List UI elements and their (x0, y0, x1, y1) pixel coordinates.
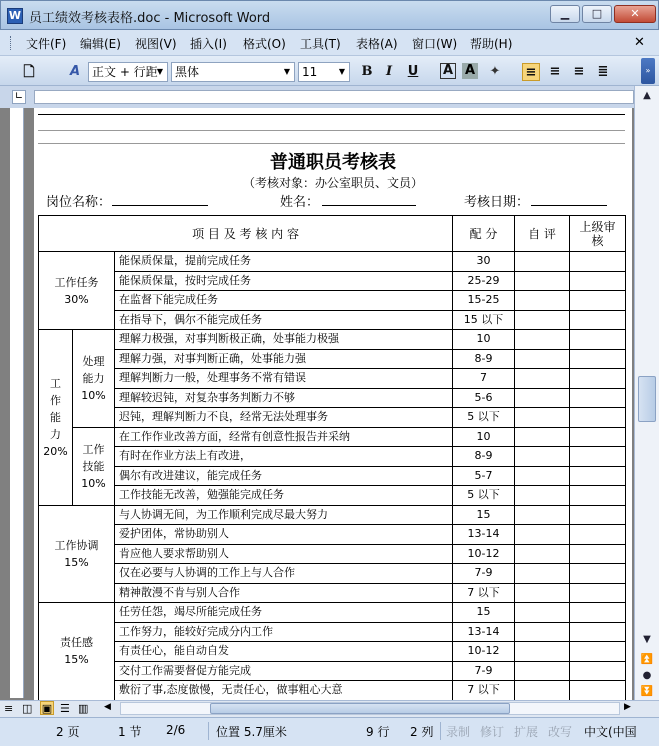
score-cell: 5-6 (453, 388, 515, 408)
status-track-changes[interactable]: 修订 (480, 725, 505, 739)
self-eval-cell[interactable] (515, 603, 570, 623)
table-row (39, 369, 626, 389)
criterion-cell: 偶尔有改进建议，能完成任务 (115, 466, 453, 486)
name-field[interactable] (322, 205, 416, 206)
table-row (39, 603, 626, 623)
table-row (39, 642, 626, 662)
font-select[interactable] (171, 62, 295, 82)
document-subtitle: （考核对象：办公室职员、文员） (242, 176, 423, 190)
score-cell: 15 (453, 603, 515, 623)
header-superior-review: 上级审核 (570, 216, 626, 252)
superior-review-cell[interactable] (570, 505, 626, 525)
table-row (39, 271, 626, 291)
table-row (39, 388, 626, 408)
score-cell: 10 (453, 330, 515, 350)
score-cell: 7 以下 (453, 583, 515, 603)
scroll-down-icon[interactable]: ▼ (643, 634, 651, 645)
font-size-select[interactable] (298, 62, 350, 82)
score-cell: 25-29 (453, 271, 515, 291)
next-page-icon[interactable]: ⏬ (640, 686, 654, 697)
style-value: 正文 + 行距 (92, 65, 158, 79)
self-eval-cell[interactable] (515, 369, 570, 389)
table-row (39, 427, 626, 447)
superior-review-cell[interactable] (570, 603, 626, 623)
scroll-right-icon[interactable]: ▶ (624, 702, 631, 712)
align-left-icon[interactable]: ≡ (522, 63, 540, 81)
reading-view-icon[interactable]: ▥ (78, 702, 89, 715)
menu-tools[interactable]: 工具(T) (300, 37, 341, 51)
menu-file[interactable]: 文件(F) (26, 37, 67, 51)
menu-table[interactable]: 表格(A) (356, 37, 398, 51)
self-eval-cell[interactable] (515, 642, 570, 662)
self-eval-cell[interactable] (515, 349, 570, 369)
header-items: 项 目 及 考 核 内 容 (39, 216, 453, 252)
menu-format[interactable]: 格式(O) (243, 37, 286, 51)
score-cell: 7 以下 (453, 681, 515, 701)
self-eval-cell[interactable] (515, 525, 570, 545)
menu-window[interactable]: 窗口(W) (412, 37, 458, 51)
status-overtype[interactable]: 改写 (548, 725, 573, 739)
criterion-cell: 在工作作业改善方面，经常有创意性报告并采纳 (115, 427, 453, 447)
superior-review-cell[interactable] (570, 661, 626, 681)
vertical-scrollbar[interactable] (634, 86, 659, 700)
superior-review-cell[interactable] (570, 330, 626, 350)
criterion-cell: 在监督下能完成任务 (115, 291, 453, 311)
horizontal-ruler[interactable] (34, 90, 634, 104)
superior-review-cell[interactable] (570, 564, 626, 584)
header-self-eval: 自 评 (515, 216, 570, 252)
criterion-cell: 与人协调无间，为工作顺利完成尽最大努力 (115, 505, 453, 525)
self-eval-cell[interactable] (515, 583, 570, 603)
table-row (39, 622, 626, 642)
vertical-ruler[interactable] (10, 108, 24, 698)
score-cell: 7-9 (453, 661, 515, 681)
score-cell: 8-9 (453, 447, 515, 467)
score-cell: 30 (453, 252, 515, 272)
date-field[interactable] (531, 205, 607, 206)
align-center-icon[interactable]: ≡ (549, 64, 561, 79)
name-label: 姓名： (280, 195, 320, 210)
menu-edit[interactable]: 编辑(E) (80, 37, 121, 51)
table-row (39, 544, 626, 564)
criterion-cell: 能保质保量，按时完成任务 (115, 271, 453, 291)
score-cell: 5-7 (453, 466, 515, 486)
document-close-icon[interactable]: ✕ (634, 35, 645, 50)
position-field[interactable] (112, 205, 208, 206)
subcategory-cell: 工作 技能 10% (73, 427, 115, 505)
superior-review-cell[interactable] (570, 408, 626, 428)
status-column: 2 列 (410, 725, 434, 739)
table-row (39, 447, 626, 467)
score-cell: 15 以下 (453, 310, 515, 330)
self-eval-cell[interactable] (515, 388, 570, 408)
outline-view-icon[interactable]: ☰ (60, 702, 70, 715)
scroll-up-icon[interactable]: ▲ (643, 90, 651, 101)
toolbar-grip[interactable] (10, 36, 13, 50)
criterion-cell: 理解较迟钝，对复杂事务判断力不够 (115, 388, 453, 408)
status-section: 1 节 (118, 725, 142, 739)
menu-bar (0, 30, 659, 56)
table-row (39, 291, 626, 311)
score-cell: 5 以下 (453, 486, 515, 506)
category-cell: 工作任务 30% (39, 252, 115, 330)
maximize-button[interactable]: □ (582, 5, 612, 23)
table-row (39, 525, 626, 545)
table-row (39, 408, 626, 428)
table-row (39, 564, 626, 584)
superior-review-cell[interactable] (570, 349, 626, 369)
tab-selector-icon[interactable]: ∟ (12, 90, 26, 104)
criterion-cell: 工作技能无改善，勉强能完成任务 (115, 486, 453, 506)
criterion-cell: 仅在必要与人协调的工作上与人合作 (115, 564, 453, 584)
chevron-down-icon[interactable]: ▼ (338, 67, 346, 76)
menu-help[interactable]: 帮助(H) (470, 37, 513, 51)
table-row (39, 466, 626, 486)
score-cell: 13-14 (453, 622, 515, 642)
vertical-scroll-thumb[interactable] (638, 376, 656, 422)
score-cell: 7-9 (453, 564, 515, 584)
self-eval-cell[interactable] (515, 564, 570, 584)
score-cell: 10-12 (453, 544, 515, 564)
category-cell: 工 作 能 力 20% (39, 330, 73, 506)
table-row (39, 661, 626, 681)
position-label: 岗位名称： (46, 195, 112, 210)
status-line: 9 行 (366, 725, 390, 739)
criterion-cell: 任劳任怨，竭尽所能完成任务 (115, 603, 453, 623)
status-language: 中文(中国 (584, 725, 637, 739)
character-border-button[interactable]: A (440, 63, 456, 79)
criterion-cell: 在指导下，偶尔不能完成任务 (115, 310, 453, 330)
self-eval-cell[interactable] (515, 252, 570, 272)
status-position: 位置 5.7厘米 (216, 725, 287, 739)
criterion-cell: 能保质保量，提前完成任务 (115, 252, 453, 272)
score-cell: 10-12 (453, 642, 515, 662)
font-value: 黑体 (175, 65, 200, 79)
status-record[interactable]: 录制 (446, 725, 471, 739)
superior-review-cell[interactable] (570, 642, 626, 662)
title-bar (0, 0, 659, 30)
chevron-down-icon[interactable]: ▼ (283, 67, 291, 76)
status-page-of: 2/6 (166, 723, 186, 737)
previous-page-icon[interactable]: ⏫ (640, 654, 654, 665)
category-cell: 工作协调 15% (39, 505, 115, 603)
criterion-cell: 工作努力，能较好完成分内工作 (115, 622, 453, 642)
browse-object-icon[interactable]: ● (642, 670, 652, 681)
bold-button[interactable]: B (361, 64, 373, 79)
character-shading-button[interactable]: A (462, 63, 478, 79)
table-header-row (39, 216, 626, 252)
table-row (39, 681, 626, 701)
superior-review-cell[interactable] (570, 252, 626, 272)
criterion-cell: 理解判断力一般，处理事务不常有错误 (115, 369, 453, 389)
score-cell: 7 (453, 369, 515, 389)
document-title: 普通职员考核表 (270, 152, 396, 173)
criterion-cell: 敷衍了事,态度傲慢，无责任心，做事粗心大意 (115, 681, 453, 701)
table-row (39, 486, 626, 506)
self-eval-cell[interactable] (515, 447, 570, 467)
criterion-cell: 爱护团体，常协助别人 (115, 525, 453, 545)
score-cell: 15 (453, 505, 515, 525)
criterion-cell: 理解力极强，对事判断极正确，处事能力极强 (115, 330, 453, 350)
self-eval-cell[interactable] (515, 505, 570, 525)
self-eval-cell[interactable] (515, 427, 570, 447)
status-bar (0, 717, 659, 746)
superior-review-cell[interactable] (570, 544, 626, 564)
table-row (39, 310, 626, 330)
category-cell: 责任感 15% (39, 603, 115, 701)
previous-table-row (38, 130, 625, 144)
superior-review-cell[interactable] (570, 291, 626, 311)
self-eval-cell[interactable] (515, 271, 570, 291)
superior-review-cell[interactable] (570, 466, 626, 486)
chevron-down-icon[interactable]: ▼ (156, 67, 164, 76)
self-eval-cell[interactable] (515, 466, 570, 486)
superior-review-cell[interactable] (570, 486, 626, 506)
score-cell: 15-25 (453, 291, 515, 311)
evaluation-table[interactable] (38, 215, 626, 701)
self-eval-cell[interactable] (515, 486, 570, 506)
window-title: 员工绩效考核表格.doc - Microsoft Word (29, 11, 271, 26)
menu-insert[interactable]: 插入(I) (190, 37, 227, 51)
new-document-icon[interactable]: 🗋 (23, 64, 35, 80)
criterion-cell: 肯应他人要求帮助别人 (115, 544, 453, 564)
superior-review-cell[interactable] (570, 525, 626, 545)
scroll-left-icon[interactable]: ◀ (104, 702, 111, 712)
close-button[interactable]: ✕ (614, 5, 656, 23)
superior-review-cell[interactable] (570, 369, 626, 389)
styles-icon[interactable]: A (69, 64, 81, 79)
word-app-icon[interactable]: W (8, 9, 22, 22)
status-page: 2 页 (56, 725, 80, 739)
self-eval-cell[interactable] (515, 408, 570, 428)
score-cell: 13-14 (453, 525, 515, 545)
normal-view-icon[interactable]: ≡ (4, 702, 14, 715)
status-divider (208, 722, 209, 740)
minimize-button[interactable]: ▁ (550, 5, 580, 23)
superior-review-cell[interactable] (570, 427, 626, 447)
superior-review-cell[interactable] (570, 583, 626, 603)
superior-review-cell[interactable] (570, 447, 626, 467)
self-eval-cell[interactable] (515, 330, 570, 350)
header-score: 配 分 (453, 216, 515, 252)
formatting-toolbar (0, 56, 659, 86)
criterion-cell: 迟钝，理解判断力不良，经常无法处理事务 (115, 408, 453, 428)
date-label: 考核日期： (464, 195, 530, 210)
criterion-cell: 精神散漫不肯与别人合作 (115, 583, 453, 603)
self-eval-cell[interactable] (515, 291, 570, 311)
self-eval-cell[interactable] (515, 544, 570, 564)
superior-review-cell[interactable] (570, 388, 626, 408)
status-divider (440, 722, 441, 740)
superior-review-cell[interactable] (570, 271, 626, 291)
status-extend[interactable]: 扩展 (514, 725, 539, 739)
font-size-value: 11 (302, 65, 318, 79)
criterion-cell: 有责任心，能自动自发 (115, 642, 453, 662)
self-eval-cell[interactable] (515, 661, 570, 681)
superior-review-cell[interactable] (570, 310, 626, 330)
italic-button[interactable]: I (385, 64, 393, 79)
superior-review-cell[interactable] (570, 622, 626, 642)
superior-review-cell[interactable] (570, 681, 626, 701)
document-page[interactable] (34, 108, 632, 700)
underline-button[interactable]: U (407, 64, 419, 79)
table-row (39, 505, 626, 525)
self-eval-cell[interactable] (515, 622, 570, 642)
criterion-cell: 理解力强，对事判断正确，处事能力强 (115, 349, 453, 369)
self-eval-cell[interactable] (515, 681, 570, 701)
style-select[interactable] (88, 62, 168, 82)
score-cell: 5 以下 (453, 408, 515, 428)
menu-view[interactable]: 视图(V) (135, 37, 177, 51)
table-row (39, 349, 626, 369)
print-view-icon[interactable]: ▣ (41, 702, 53, 715)
table-row (39, 252, 626, 272)
phonetic-guide-icon[interactable]: ✦ (489, 64, 501, 79)
score-cell: 10 (453, 427, 515, 447)
score-cell: 8-9 (453, 349, 515, 369)
self-eval-cell[interactable] (515, 310, 570, 330)
criterion-cell: 交付工作需要督促方能完成 (115, 661, 453, 681)
web-view-icon[interactable]: ◫ (22, 702, 33, 715)
distributed-align-icon[interactable]: ≣ (597, 64, 609, 79)
table-row (39, 330, 626, 350)
table-row (39, 583, 626, 603)
horizontal-scroll-thumb[interactable] (210, 703, 510, 714)
toolbar-options-chevron-icon[interactable]: » (641, 58, 655, 84)
criterion-cell: 有时在作业方法上有改进， (115, 447, 453, 467)
align-right-icon[interactable]: ≡ (573, 64, 585, 79)
subcategory-cell: 处理 能力 10% (73, 330, 115, 428)
